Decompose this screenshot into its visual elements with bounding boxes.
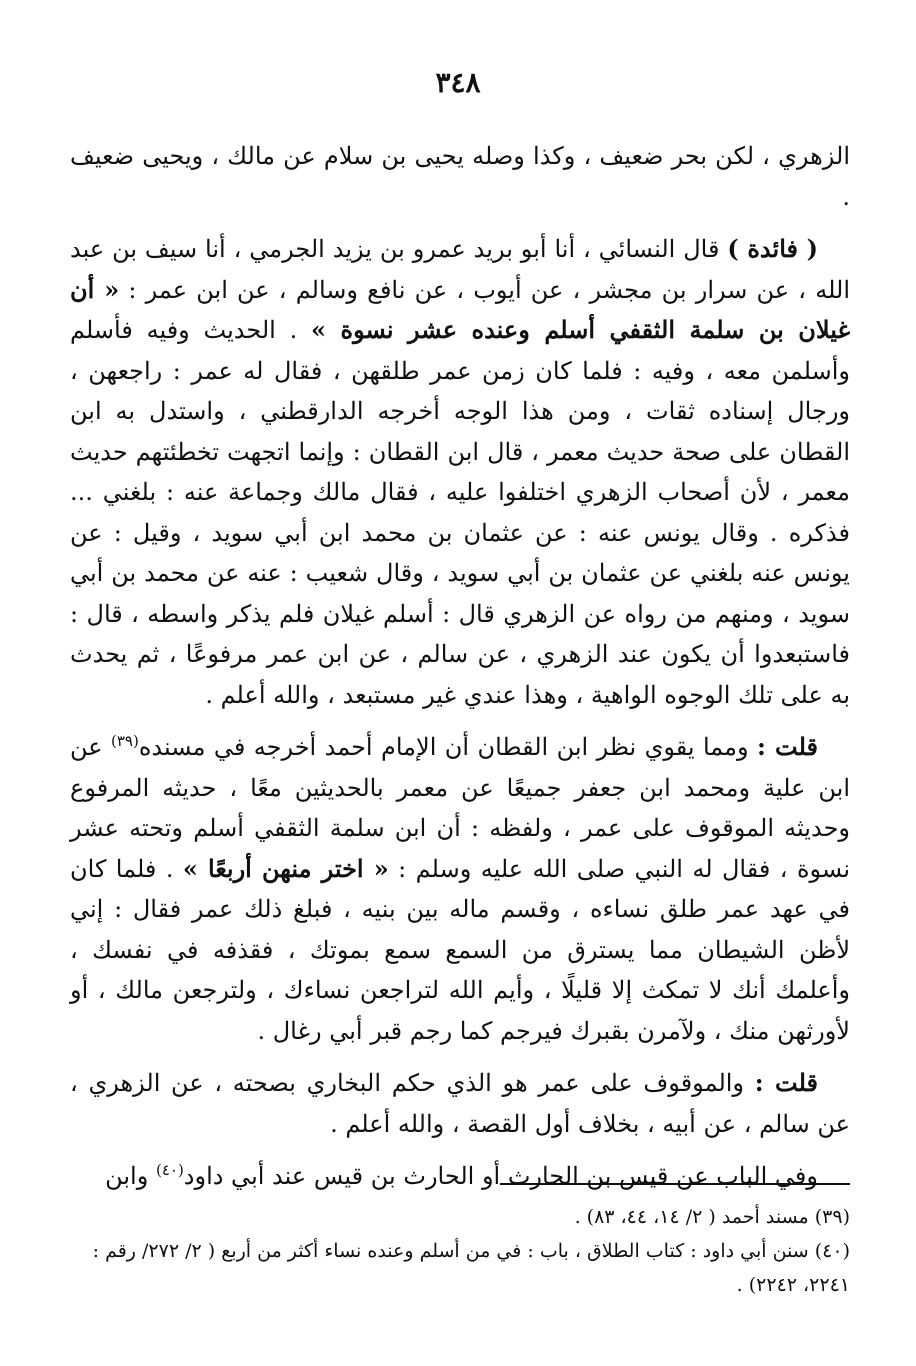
text-run: . فلما كان في عهد عمر طلق نساءه ، وقسم ماله بين بنيه ، فبلغ ذلك عمر فقال : إني لأظن الشيطان مما يسترق من السمع سمع بموتك ، فقذفه في نفسك ، وأعلمك أنك لا تمكث إلا قليلًا ، وأيم الله لتراجعن نساءك ، ولترجعن مالك ، أو لأورثهن منك ، ولآمرن بقبرك فيرجم كما رجم قبر أبي رغال . bbox=[70, 854, 851, 1045]
footnotes bbox=[70, 1200, 850, 1302]
emphasis-text: ( فائدة ) bbox=[727, 234, 818, 263]
text-run: . الحديث وفيه فأسلم وأسلمن معه ، وفيه : فلما كان زمن عمر طلقهن ، فقال له عمر : راجعهن ، ورجال إسناده ثقات ، ومن هذا الوجه أخرجه الدارقطني ، واستدل به ابن القطان على صحة حديث معمر ، قال ابن القطان : وإنما اتجهت تخطئتهم حديث معمر ، لأن أصحاب الزهري اختلفوا عليه ، فقال مالك وجماعة عنه : بلغني ... فذكره . وقال يونس عنه : عن عثمان بن محمد ابن أبي سويد ، وقيل : عن يونس عنه بلغني عن عثمان بن أبي سويد ، وقال شعيب : عنه عن محمد بن أبي سويد ، ومنهم من رواه عن الزهري قال : أسلم غيلان فلم يذكر واسطه ، قال : فاستبعدوا أن يكون عند الزهري ، عن سالم ، عن ابن عمر مرفوعًا ، ثم يحدث به على تلك الوجوه الواهية ، وهذا عندي غير مستبعد ، والله أعلم . bbox=[70, 316, 850, 709]
emphasis-text: « أن غيلان بن سلمة الثقفي أسلم وعنده عشر نسوة » bbox=[70, 274, 850, 344]
paragraph-5-fil-bab bbox=[70, 1156, 850, 1197]
emphasis-text: قلت : bbox=[754, 1068, 819, 1097]
text-run: وابن bbox=[105, 1162, 156, 1190]
emphasis-text: « اختر منهن أربعًا » bbox=[182, 853, 389, 883]
footnote-ref: (٣٩) bbox=[110, 732, 139, 750]
footnote-divider bbox=[500, 1183, 850, 1185]
emphasis-text: قلت : bbox=[757, 732, 818, 761]
text-run: عن ابن علية ومحمد ابن جعفر جميعًا عن معمر بالحديثين معًا ، حديثه المرفوع وحديثه الموقوف على عمر ، ولفظه : أن ابن سلمة الثقفي أسلم وتحته عشر نسوة ، فقال له النبي صلى الله عليه وسلم : bbox=[70, 733, 851, 883]
text-run: والموقوف على عمر هو الذي حكم البخاري بصحته ، عن الزهري ، عن سالم ، عن أبيه ، بخلاف أول القصة ، والله أعلم . bbox=[70, 1069, 850, 1138]
text-run: وفي الباب عن قيس بن الحارث أو الحارث بن قيس عند أبي داود bbox=[183, 1162, 818, 1190]
footnote-39: (٣٩) مسند أحمد ( ٢/ ١٤، ٤٤، ٨٣) . bbox=[574, 1206, 850, 1228]
paragraph-4-qultu bbox=[70, 1063, 850, 1144]
footnote-40: (٤٠) سنن أبي داود : كتاب الطلاق ، باب : في من أسلم وعنده نساء أكثر من أربع ( ٢/ ٢٧٢/ رقم : ٢٢٤١، ٢٢٤٢) . bbox=[92, 1240, 850, 1296]
body-text bbox=[70, 136, 850, 1197]
paragraph-2-faida bbox=[70, 229, 850, 715]
footnote-ref: (٤٠) bbox=[155, 1161, 184, 1179]
page-number: ٣٤٨ bbox=[435, 66, 481, 99]
text-run: قال النسائي ، أنا أبو بريد عمرو بن يزيد الجرمي ، أنا سيف بن عبد الله ، عن سرار بن مجشر ، عن أيوب ، عن نافع وسالم ، عن ابن عمر : bbox=[70, 235, 851, 304]
paragraph-3-qultu bbox=[70, 727, 850, 1051]
text-run: الزهري ، لكن بحر ضعيف ، وكذا وصله يحيى بن سلام عن مالك ، ويحيى ضعيف . bbox=[70, 142, 850, 211]
paragraph-1 bbox=[70, 136, 850, 217]
text-run: ومما يقوي نظر ابن القطان أن الإمام أحمد أخرجه في مسنده bbox=[138, 733, 758, 761]
